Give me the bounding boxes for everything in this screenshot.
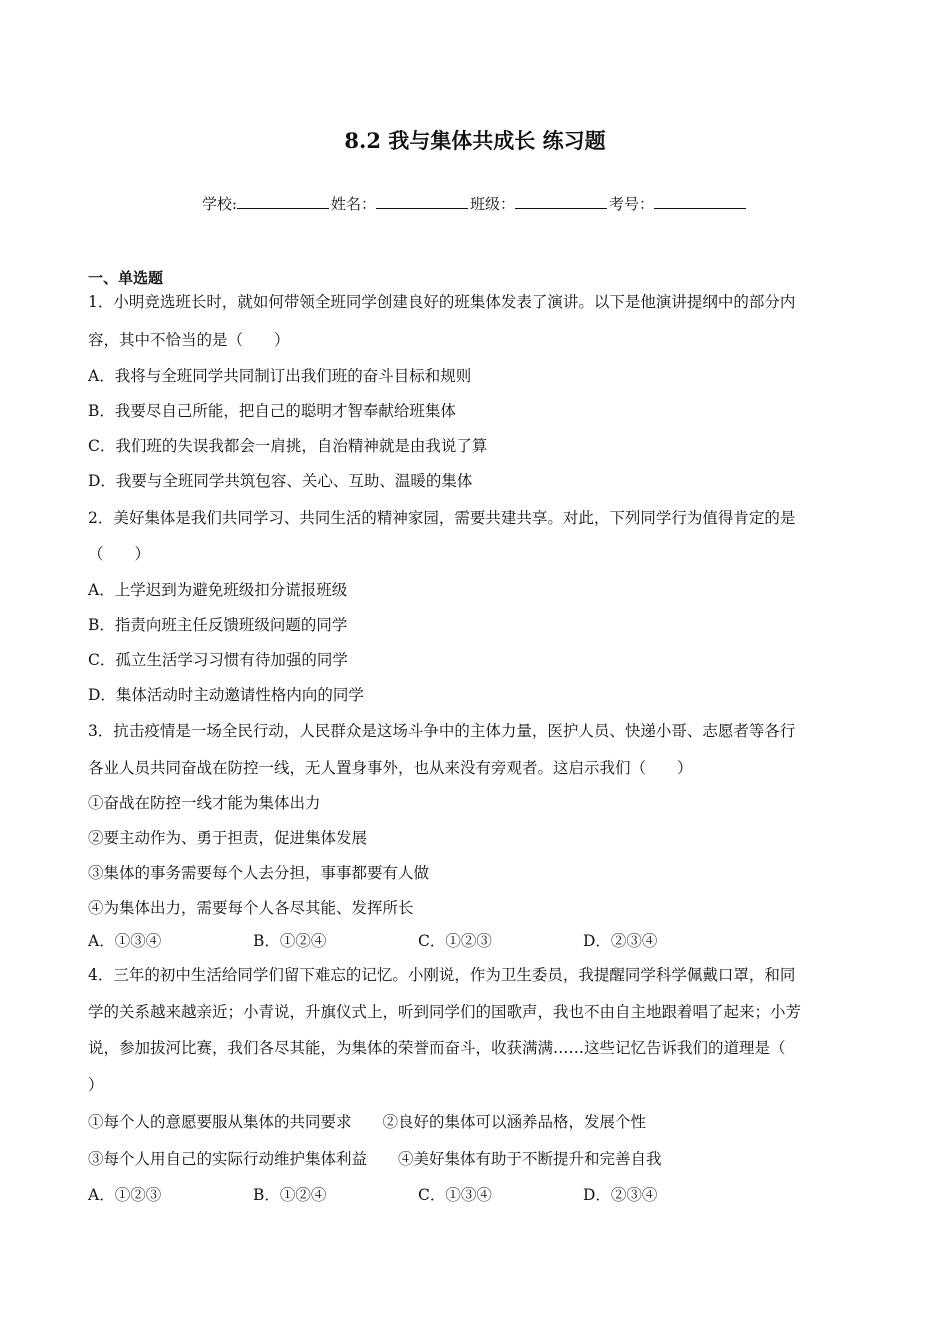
q1-stem-line-2: 容，其中不恰当的是（ ）	[88, 331, 290, 349]
q4-choice-d: D．②③④	[583, 1186, 658, 1204]
class-label: 班级：	[470, 195, 516, 213]
q2-option-b: B．指责向班主任反馈班级问题的同学	[88, 616, 348, 634]
name-blank[interactable]	[376, 193, 468, 209]
q3-choice-c: C．①②③	[418, 932, 492, 950]
q3-choice-a: A．①③④	[88, 932, 162, 950]
q4-choice-c: C．①③④	[418, 1186, 492, 1204]
exam-no-label: 考号：	[609, 195, 655, 213]
q4-stem-line-1: 4．三年的初中生活给同学们留下难忘的记忆。小刚说，作为卫生委员，我提醒同学科学佩戴口罩，和同	[88, 966, 796, 984]
q3-statement-2: ②要主动作为、勇于担责，促进集体发展	[88, 829, 368, 847]
q4-choices	[88, 1183, 748, 1207]
q3-choice-d: D．②③④	[583, 932, 658, 950]
q4-statements-row-1: ①每个人的意愿要服从集体的共同要求 ②良好的集体可以涵养品格，发展个性	[88, 1113, 647, 1131]
q4-statements-row-2: ③每个人用自己的实际行动维护集体利益 ④美好集体有助于不断提升和完善自我	[88, 1150, 662, 1168]
q3-stem-line-1: 3．抗击疫情是一场全民行动，人民群众是这场斗争中的主体力量，医护人员、快递小哥、志愿者等各行	[88, 722, 796, 740]
q2-option-d: D．集体活动时主动邀请性格内向的同学	[88, 686, 364, 704]
q3-statement-1: ①奋战在防控一线才能为集体出力	[88, 794, 321, 812]
q1-option-c: C．我们班的失误我都会一肩挑，自治精神就是由我说了算	[88, 437, 488, 455]
q2-option-a: A．上学迟到为避免班级扣分谎报班级	[88, 581, 348, 599]
q3-statement-3: ③集体的事务需要每个人去分担，事事都要有人做	[88, 864, 430, 882]
q2-stem-line-1: 2．美好集体是我们共同学习、共同生活的精神家园，需要共建共享。对此，下列同学行为值得肯定的是	[88, 509, 796, 527]
q4-choice-b: B．①②④	[253, 1186, 327, 1204]
school-label: 学校:	[201, 195, 237, 213]
q1-option-b: B．我要尽自己所能，把自己的聪明才智奉献给班集体	[88, 402, 456, 420]
q3-choices	[88, 929, 748, 953]
section-heading: 一、单选题	[88, 269, 164, 287]
q1-stem-line-1: 1．小明竞选班长时，就如何带领全班同学创建良好的班集体发表了演讲。以下是他演讲提纲中的部分内	[88, 293, 796, 311]
exam-no-blank[interactable]	[654, 193, 746, 209]
class-blank[interactable]	[515, 193, 607, 209]
q1-option-a: A．我将与全班同学共同制订出我们班的奋斗目标和规则	[88, 367, 472, 385]
q2-stem-line-2: （ ）	[88, 545, 151, 563]
q3-choice-b: B．①②④	[253, 932, 327, 950]
school-blank[interactable]	[237, 193, 329, 209]
name-label: 姓名：	[331, 195, 377, 213]
q3-statement-4: ④为集体出力，需要每个人各尽其能、发挥所长	[88, 899, 414, 917]
q2-option-c: C．孤立生活学习习惯有待加强的同学	[88, 651, 348, 669]
q4-stem-line-2: 学的关系越来越亲近；小青说，升旗仪式上，听到同学们的国歌声，我也不由自主地跟着唱了起来；小芳	[88, 1003, 802, 1021]
q4-stem-line-4: ）	[88, 1076, 104, 1094]
q4-stem-line-3: 说，参加拔河比赛，我们各尽其能，为集体的荣誉而奋斗，收获满满……这些记忆告诉我们的道理是（	[88, 1039, 786, 1057]
q4-choice-a: A．①②③	[88, 1186, 162, 1204]
q3-stem-line-2: 各业人员共同奋战在防控一线，无人置身事外，也从来没有旁观者。这启示我们（ ）	[88, 759, 693, 777]
q1-option-d: D．我要与全班同学共筑包容、关心、互助、温暖的集体	[88, 472, 473, 490]
page-title: 8.2 我与集体共成长 练习题	[344, 128, 606, 153]
student-info-line	[0, 192, 950, 216]
